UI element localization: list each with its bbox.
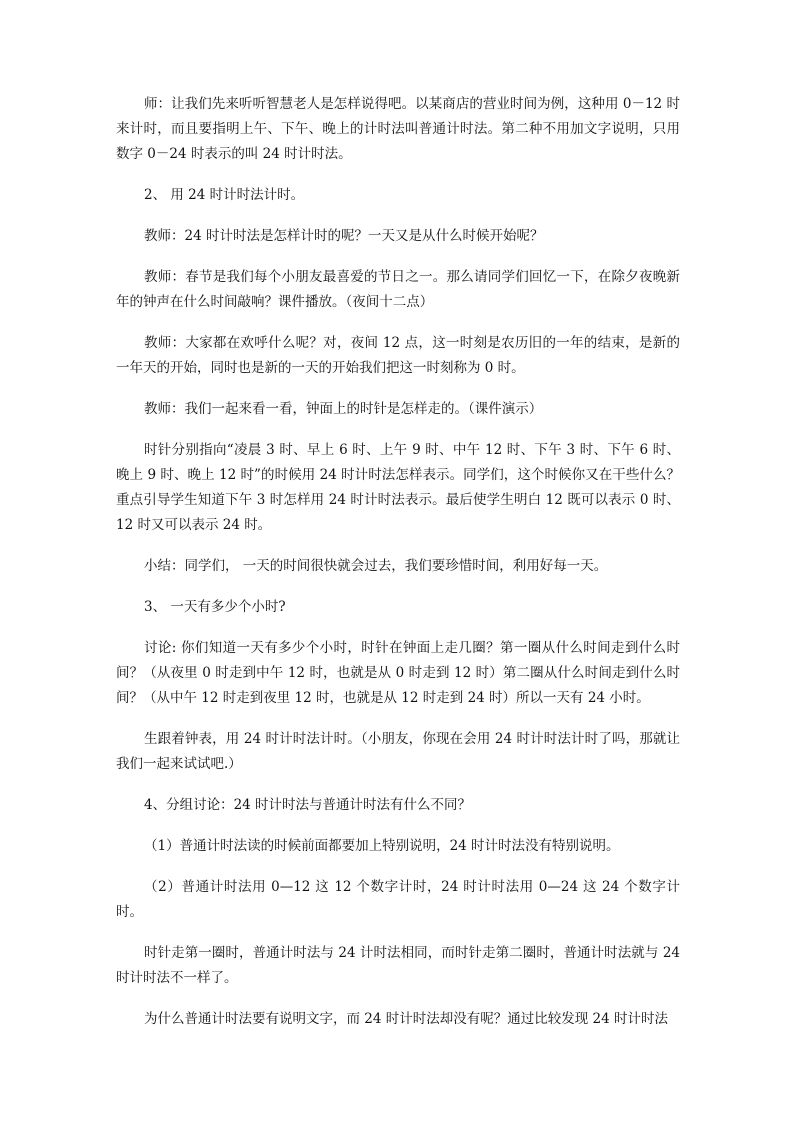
paragraph: 教师：大家都在欢呼什么呢？对，夜间 12 点，这一时刻是农历旧的一年的结束，是新的一年天的开始，同时也是新的一天的开始我们把这一时刻称为 0 时。 bbox=[116, 335, 680, 376]
paragraph: 时针分别指向“凌晨 3 时、早上 6 时、上午 9 时、中午 12 时、下午 3 时、下午 6 时、晚上 9 时、晚上 12 时”的时候用 24 时计时法怎样表示。同学们，这个时候你又在干些什么？重点引导学生知道下午 3 时怎样用 24 时计时法表示。最后使学生明白 12 既可以表示 0 时、12 时又可以表示 24 时。 bbox=[116, 442, 680, 533]
paragraph: 生跟着钟表，用 24 时计时法计时。（小朋友，你现在会用 24 时计时法计时了吗，那就让我们一起来试试吧.） bbox=[116, 731, 680, 772]
list-item: （2）普通计时法用 0—12 这 12 个数字计时，24 时计时法用 0—24 这 24 个数字计时。 bbox=[116, 879, 680, 920]
paragraph: 教师：我们一起来看一看，钟面上的时针是怎样走的。（课件演示） bbox=[144, 401, 543, 417]
paragraph: 教师：春节是我们每个小朋友最喜爱的节日之一。那么请同学们回忆一下，在除夕夜晚新年的钟声在什么时间敲响？课件播放。（夜间十二点） bbox=[116, 269, 680, 310]
list-item: （1）普通计时法读的时候前面都要加上特别说明，24 时计时法没有特别说明。 bbox=[144, 838, 620, 854]
document-body bbox=[116, 92, 680, 1048]
paragraph: 教师：24 时计时法是怎样计时的呢？一天又是从什么时候开始呢？ bbox=[144, 228, 544, 244]
summary-paragraph: 小结：同学们， 一天的时间很快就会过去，我们要珍惜时间，利用好每一天。 bbox=[144, 558, 608, 574]
paragraph: 为什么普通计时法要有说明文字，而 24 时计时法却没有呢？通过比较发现 24 时计时法 bbox=[144, 1011, 669, 1027]
section-heading: 2、 用 24 时计时法计时。 bbox=[144, 187, 305, 203]
paragraph: 师：让我们先来听听智慧老人是怎样说得吧。以某商店的营业时间为例，这种用 0－12 时来计时，而且要指明上午、下午、晚上的计时法叫普通计时法。第二种不用加文字说明，只用数字 0－24 时表示的叫 24 时计时法。 bbox=[116, 96, 680, 162]
paragraph: 时针走第一圈时，普通计时法与 24 计时法相同，而时针走第二圈时，普通计时法就与 24 时计时法不一样了。 bbox=[116, 945, 680, 986]
section-heading: 4、分组讨论：24 时计时法与普通计时法有什么不同？ bbox=[144, 797, 472, 813]
section-heading: 3、 一天有多少个小时? bbox=[144, 599, 286, 615]
paragraph: 讨论: 你们知道一天有多少个小时，时针在钟面上走几圈？第一圈从什么时间走到什么时间？（从夜里 0 时走到中午 12 时，也就是从 0 时走到 12 时）第二圈从什么时间走到什么时间？（从中午 12 时走到夜里 12 时，也就是从 12 时走到 24 时）所以一天有 24 小时。 bbox=[116, 640, 680, 706]
